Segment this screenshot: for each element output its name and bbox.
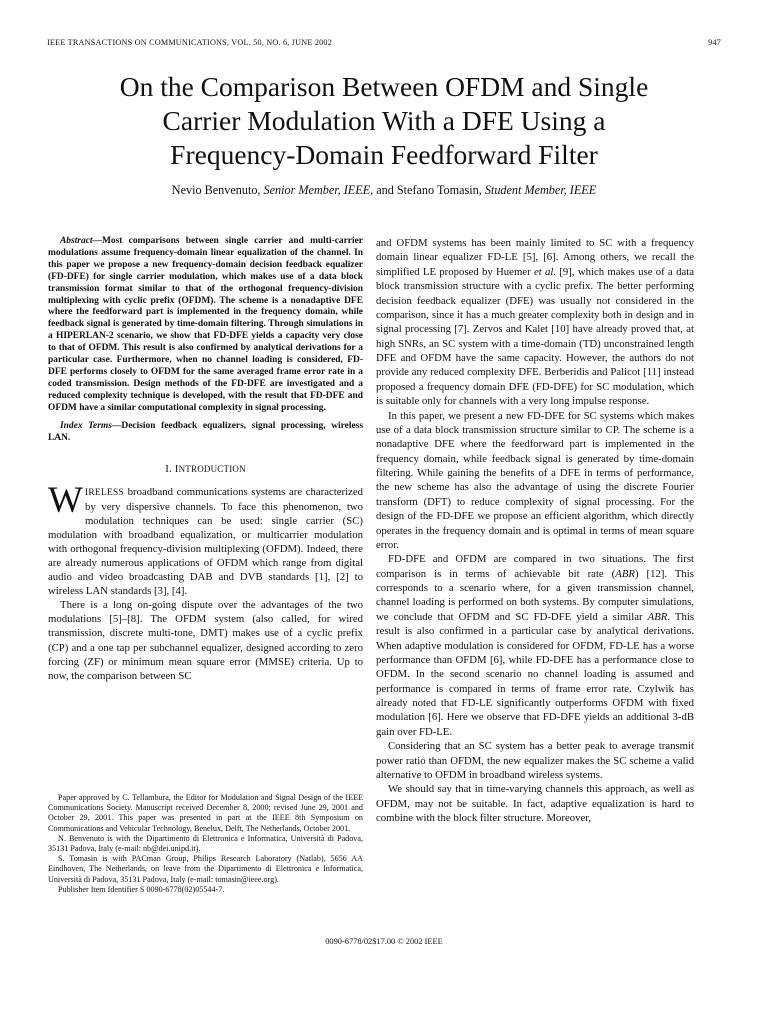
abstract-text: —Most comparisons between single carrier and multi-carrier modulations assume frequency-domain linear equalization of the channel. In this paper we propose a new frequency-domain decision feedback equalizer (FD-DFE) for single carrier modulation, which makes use of a data block transmission format similar to that of the orthogonal frequency-division multiplexing with cyclic prefix (OFDM). The scheme is a nonadaptive DFE where the feedforward part is implemented in the frequency domain, while feedback signal is generated by time-domain filtering. Through simulations in a HIPERLAN-2 scenario, we show that FD-DFE yields a capacity very close to that of OFDM. This result is also confirmed by analytical derivations for a particular case. Furthermore, when no channel loading is considered, FD-DFE performs closely to OFDM for the same averaged frame error rate in a coded transmission. Design methods of the FD-DFE are investigated and a reduced complexity technique is developed, with the result that FD-DFE and OFDM have a similar computational complexity in signal processing.: [48, 236, 363, 413]
journal-citation: IEEE TRANSACTIONS ON COMMUNICATIONS, VOL. 50, NO. 6, JUNE 2002: [47, 38, 333, 47]
body-paragraph-4: Considering that an SC system has a better peak to average transmit power ratio than OFDM, the new equalizer makes the SC scheme a valid alternative to OFDM in broadband wireless systems.: [376, 740, 694, 781]
running-header: [47, 38, 721, 52]
footnote-author-1: N. Benvenuto is with the Dipartimento di Elettronica e Informatica, Università di Padova, 35131 Padova, Italy (e-mail: nb@dei.unipd.it).: [48, 833, 363, 854]
index-terms-label: Index Terms: [60, 420, 112, 431]
body-paragraph-5: We should say that in time-varying channels this approach, as well as OFDM, may not be suitable. In fact, adaptive equalization is hard to combine with the block filter structure. Moreover,: [376, 783, 694, 824]
index-terms-text: —Decision feedback equalizers, signal processing, wireless LAN.: [48, 420, 363, 443]
footnote-author-2: S. Tomasin is with PACman Group, Philips Research Laboratory (Natlab), 5656 AA Eindhoven, The Netherlands, on leave from the Dipartimento di Elettronica e Informatica, Università di Padova, 35131 Padova, Italy (e-mail: tomasin@ieee.org).: [48, 854, 363, 884]
body-paragraph-1: and OFDM systems has been mainly limited to SC with a frequency domain linear equalizer FD-LE [5], [6]. Among others, we recall the simplified LE proposed by Huemer et al. [9], which makes use of a data block transmission structure with a cyclic prefix. The better performing decision feedback equalizer (DFE) was usually not considered in the comparison, since it has a much greater complexity both in design and in signal processing [7]. Zervos and Kalet [10] have already proved that, at high SNRs, an SC system with a time-domain (TD) unconstrained length DFE and OFDM have the same capacity. However, the authors do not provide any reduced complexity DFE. Berberidis and Palicot [11] instead proposed a frequency domain DFE (FD-DFE) for SC modulation, which is suitable only for channels with a very long impulse response.: [376, 237, 694, 408]
author-1-name: Nevio Benvenuto,: [171, 183, 264, 197]
index-terms: [48, 421, 363, 445]
title-line-2: Carrier Modulation With a DFE Using a: [162, 105, 606, 136]
paper-title: [40, 70, 728, 172]
author-line: [40, 183, 728, 198]
drop-cap: W: [48, 479, 83, 521]
footnote-identifier: Publisher Item Identifier S 0090-6778(02)05544-7.: [58, 884, 225, 894]
drop-cap-word: IRELESS: [84, 487, 125, 498]
section-heading-introduction: I. INTRODUCTION: [165, 463, 246, 476]
intro-paragraph-1: WIRELESS broadband communications systems are characterized by very dispersive channels. To face this phenomenon, two modulation techniques can be used: single carrier (SC) modulation with broadband equalization, or multicarrier modulation with orthogonal frequency-division multiplexing (OFDM). Indeed, there are already numerous applications of OFDM which range from digital audio and video broadcasting DAB and DVB standards [1], [2] to wireless LAN standards [3], [4].: [48, 479, 363, 598]
copyright-line: 0090-6778/02$17.00 © 2002 IEEE: [325, 937, 443, 946]
author-2-name: and Stefano Tomasin,: [373, 183, 485, 197]
abr-symbol: ABR: [647, 610, 668, 623]
title-line-1: On the Comparison Between OFDM and Single: [119, 71, 649, 102]
intro-paragraph-2: There is a long on-going dispute over the advantages of the two modulations [5]–[8]. The OFDM system (also called, for wired transmission, discrete multi-tone, DMT) makes use of a cyclic prefix (CP) and a one tap per subchannel equalizer, designed according to zero forcing (ZF) or minimum mean square error (MMSE) criteria. Up to now, the comparison between SC: [48, 599, 363, 682]
footnote-editor: Paper approved by C. Tellambura, the Editor for Modulation and Signal Design of the IEEE Communications Society. Manuscript received December 8, 2000; revised June 29, 2001 and October 29, 2001. This paper was presented in part at the IEEE 8th Symposium on Communications and Vehicular Technology, Benelux, Delft, The Netherlands, October 2001.: [48, 793, 363, 833]
body-paragraph-3: FD-DFE and OFDM are compared in two situations. The first comparison is in terms of achievable bit rate (ABR) [12]. This corresponds to a scenario where, for a given transmission channel, channel loading is performed on both systems. By computer simulations, we conclude that OFDM and SC FD-DFE yield a similar ABR. This result is also confirmed in a particular case by analytical derivations. When adaptive modulation is considered for OFDM, FD-LE has a worse performance than OFDM [6], while FD-DFE has a performance close to OFDM. In the second scenario no channel loading is assumed and performance is compared in terms of frame error rate. Czylwik has already noted that FD-LE significantly outperforms OFDM with fixed modulation [6]. Here we observe that FD-DFE yields an additional 3-dB gain over FD-LE.: [376, 553, 694, 738]
footnotes: [48, 793, 363, 895]
abstract-label: Abstract: [60, 236, 93, 246]
author-2-role: Student Member, IEEE: [484, 183, 597, 197]
abr-symbol: ABR: [615, 567, 635, 580]
page-number: 947: [708, 38, 721, 47]
body-paragraph-2: In this paper, we present a new FD-DFE for SC systems which makes use of a data block transmission structure similar to CP. The scheme is a nonadaptive DFE where the feedforward part is implemented in the frequency domain, while feedback signal is generated by time-domain filtering. While gaining the benefits of a DFE in terms of performance, the new scheme has also the advantage of using the discrete Fourier transform (DFT) to reduce complexity of signal processing. For the design of the FD-DFE we propose an efficient algorithm, which directly operates in the frequency domain and is optimal in terms of mean square error.: [376, 409, 694, 551]
left-column: [48, 236, 363, 683]
abstract: [48, 236, 363, 415]
title-line-3: Frequency-Domain Feedforward Filter: [170, 139, 598, 170]
right-column: [376, 236, 694, 825]
author-1-role: Senior Member, IEEE,: [263, 183, 374, 197]
